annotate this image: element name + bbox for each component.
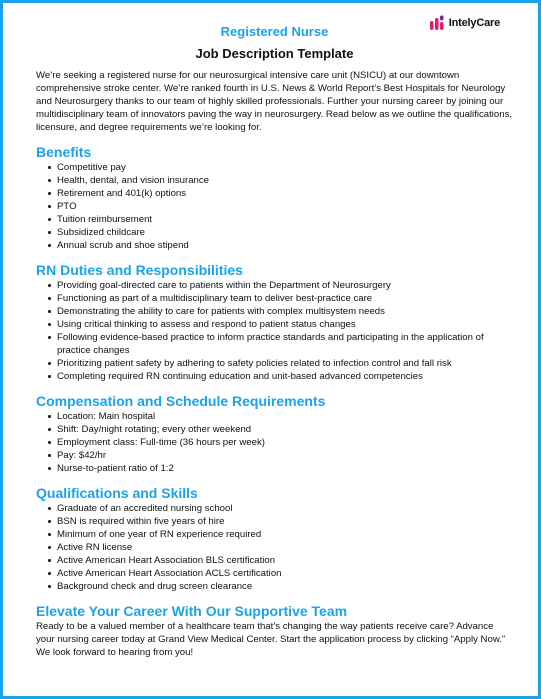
list-item: Location: Main hospital: [48, 410, 513, 423]
intelycare-logo-icon: [429, 15, 445, 31]
list-item: Functioning as part of a multidisciplinary team to deliver best-practice care: [48, 292, 513, 305]
list-item: Tuition reimbursement: [48, 213, 513, 226]
intro-paragraph: We’re seeking a registered nurse for our neurosurgical intensive care unit (NSICU) at our downtown comprehensive stroke center. We’re ranked fourth in U.S. News & World Report’s Best Hospitals for Neurology and Neurosurgery thanks to our team of highly skilled professionals. Further your nursing career by joining our multidisciplinary team of innovators paving the way in neurosurgery. Read below as we outline the qualifications, licensure, and degree requirements we’re looking for.: [36, 70, 513, 133]
logo: [429, 15, 500, 31]
list-item: Active American Heart Association BLS certification: [48, 554, 513, 567]
list-item: Competitive pay: [48, 161, 513, 174]
section-heading: Qualifications and Skills: [36, 485, 198, 501]
list-item: Retirement and 401(k) options: [48, 187, 513, 200]
section-heading: Compensation and Schedule Requirements: [36, 393, 326, 409]
list-item: Background check and drug screen clearance: [48, 580, 513, 593]
list-item: Annual scrub and shoe stipend: [48, 239, 513, 252]
list-item: Health, dental, and vision insurance: [48, 174, 513, 187]
list-item: Minimum of one year of RN experience required: [48, 528, 513, 541]
bullet-list: [36, 279, 513, 383]
bullet-list: [36, 502, 513, 593]
list-item: Nurse-to-patient ratio of 1:2: [48, 462, 513, 475]
list-item: Prioritizing patient safety by adhering to safety policies related to infection control and fall risk: [48, 357, 513, 370]
list-item: Active RN license: [48, 541, 513, 554]
list-item: Using critical thinking to assess and respond to patient status changes: [48, 318, 513, 331]
bullet-list: [36, 410, 513, 475]
sections-container: [36, 144, 513, 593]
list-item: Subsidized childcare: [48, 226, 513, 239]
page-subtitle: Job Description Template: [195, 46, 354, 61]
list-item: Active American Heart Association ACLS certification: [48, 567, 513, 580]
list-item: PTO: [48, 200, 513, 213]
page-title: Registered Nurse: [220, 24, 329, 39]
list-item: BSN is required within five years of hire: [48, 515, 513, 528]
list-item: Graduate of an accredited nursing school: [48, 502, 513, 515]
logo-text: IntelyCare: [448, 17, 500, 29]
list-item: Completing required RN continuing education and unit-based advanced competencies: [48, 370, 513, 383]
closing-heading: Elevate Your Career With Our Supportive Team: [36, 603, 348, 619]
list-item: Demonstrating the ability to care for patients with complex multisystem needs: [48, 305, 513, 318]
list-item: Following evidence-based practice to inform practice standards and participating in the application of practice changes: [48, 331, 513, 357]
bullet-list: [36, 161, 513, 252]
section-heading: RN Duties and Responsibilities: [36, 262, 243, 278]
section-heading: Benefits: [36, 144, 92, 160]
closing-paragraph: Ready to be a valued member of a healthcare team that’s changing the way patients receive care? Advance your nursing career today at Grand View Medical Center. Start the application process by clicking “Apply Now.” We look forward to hearing from you!: [36, 621, 506, 658]
list-item: Employment class: Full-time (36 hours per week): [48, 436, 513, 449]
list-item: Shift: Day/night rotating; every other weekend: [48, 423, 513, 436]
list-item: Providing goal-directed care to patients within the Department of Neurosurgery: [48, 279, 513, 292]
list-item: Pay: $42/hr: [48, 449, 513, 462]
